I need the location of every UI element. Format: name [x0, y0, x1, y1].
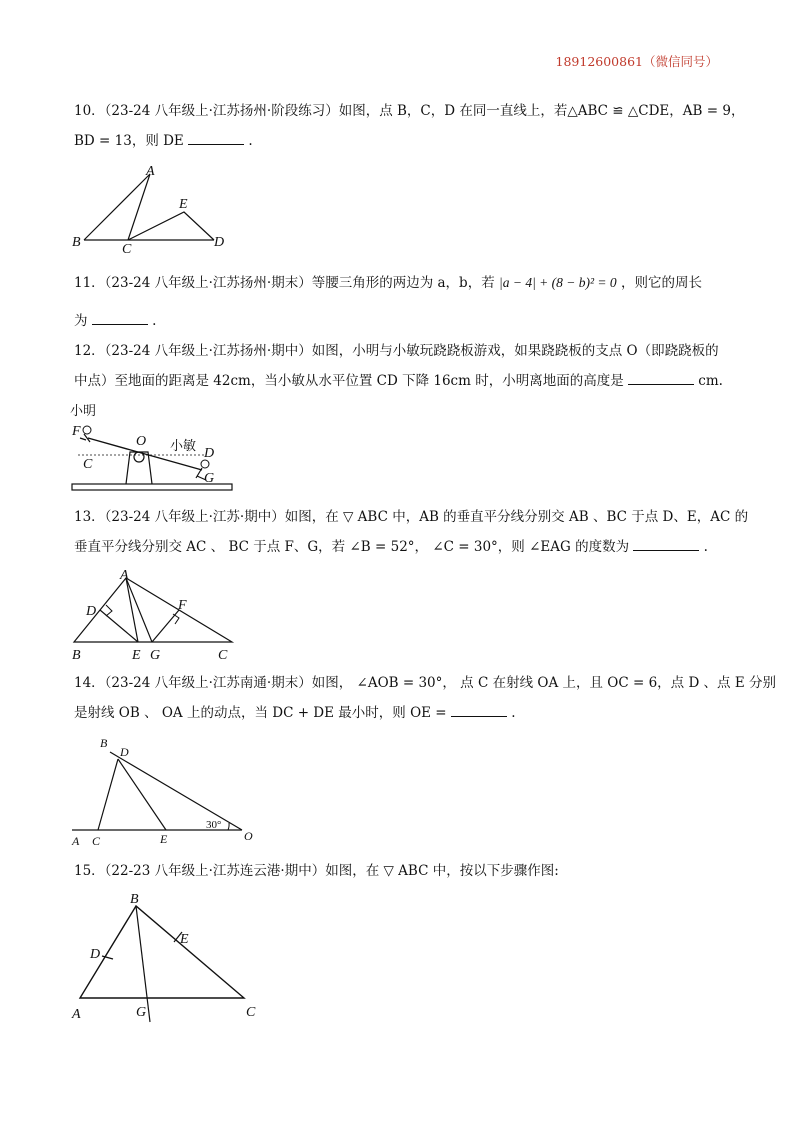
- q15-label-e: E: [180, 932, 189, 947]
- q15-label-c: C: [246, 1005, 256, 1020]
- question-10: [74, 96, 745, 156]
- q11-line2: [74, 306, 724, 336]
- question-13: [74, 502, 749, 562]
- q13-label-f: F: [178, 598, 187, 613]
- q15-label-b: B: [130, 892, 139, 907]
- q14-label-a: A: [72, 834, 80, 848]
- q13-label-c: C: [218, 648, 228, 663]
- q12-line2-text: 中点）至地面的距离是 42cm，当小敏从水平位置 CD 下降 16cm 时，小明离地面的高度是: [74, 373, 624, 389]
- q14-line2-end: .: [511, 705, 516, 721]
- q14-line1: 14．（23-24 八年级上·江苏南通·期末）如图， ∠AOB = 30°， 点 C 在射线 OA 上，且 OC = 6，点 D 、点 E 分别: [74, 675, 776, 691]
- question-15: [74, 856, 724, 886]
- q10-line2: [74, 126, 724, 156]
- q15-label-g: G: [136, 1005, 147, 1020]
- q11-answer-blank[interactable]: [92, 312, 148, 325]
- q14-label-c: C: [92, 834, 101, 848]
- q14-label-d: D: [120, 745, 129, 759]
- q12-line1: 12．（23-24 八年级上·江苏扬州·期中）如图，小明与小敏玩跷跷板游戏，如果跷跷板的支点 O（即跷跷板的: [74, 343, 719, 359]
- q13-label-b: B: [72, 648, 81, 663]
- q14-figure: [66, 732, 262, 850]
- q11-suffix: ，则它的周长: [620, 275, 702, 291]
- q13-label-g: G: [150, 648, 161, 663]
- q12-label-c: C: [83, 457, 93, 472]
- q14-line2: [74, 698, 724, 728]
- q13-label-a: A: [120, 568, 129, 583]
- q10-answer-blank[interactable]: [188, 132, 244, 145]
- q11-line1: [74, 268, 724, 298]
- q13-line2-end: .: [703, 539, 708, 555]
- q12-answer-blank[interactable]: [628, 372, 694, 385]
- q14-line2-text: 是射线 OB 、 OA 上的动点，当 DC + DE 最小时，则 OE =: [74, 705, 447, 721]
- q13-figure: [66, 566, 246, 664]
- q10-label-d: D: [214, 235, 225, 250]
- q13-label-e: E: [132, 648, 141, 663]
- q13-line2-text: 垂直平分线分别交 AC 、 BC 于点 F、G，若 ∠B = 52°， ∠C = 30°，则 ∠EAG 的度数为: [74, 539, 630, 555]
- q13-line2: [74, 532, 724, 562]
- q12-label-f: F: [72, 424, 81, 439]
- q14-label-angle: 30°: [206, 819, 222, 831]
- q12-label-d: D: [204, 446, 215, 461]
- q13-label-d: D: [86, 604, 97, 619]
- question-11: [74, 268, 724, 336]
- q12-label-o: O: [136, 434, 147, 449]
- q10-line1: 10．（23-24 八年级上·江苏扬州·阶段练习）如图，点 B，C，D 在同一直线上，若△ABC ≌ △CDE，AB = 9，: [74, 103, 745, 119]
- q10-label-b: B: [72, 235, 81, 250]
- q15-label-d: D: [90, 947, 101, 962]
- q12-figure: [66, 400, 238, 495]
- q12-line2: [74, 366, 724, 396]
- q13-line1: 13．（23-24 八年级上·江苏·期中）如图，在 ▽ ABC 中，AB 的垂直平分线分别交 AB 、BC 于点 D、E，AC 的: [74, 509, 749, 525]
- q10-label-a: A: [146, 164, 155, 179]
- q14-label-o: O: [244, 829, 253, 843]
- q11-formula: |a − 4| + (8 − b)² = 0: [499, 275, 617, 290]
- q12-label-g: G: [204, 471, 215, 486]
- q15-figure: [66, 886, 272, 1028]
- q10-label-c: C: [122, 242, 132, 254]
- q11-line2-prefix: 为: [74, 313, 88, 329]
- q10-figure: [66, 162, 236, 254]
- q11-line2-end: .: [152, 313, 157, 329]
- q10-line2-text: BD = 13，则 DE: [74, 133, 184, 149]
- q14-label-b: B: [100, 736, 108, 750]
- q12-label-xiaoming: 小明: [70, 404, 97, 419]
- q12-line2-end: cm.: [698, 373, 723, 389]
- contact-header: 18912600861（微信同号）: [555, 54, 718, 69]
- q15-label-a: A: [72, 1007, 81, 1022]
- q11-prefix: 11．（23-24 八年级上·江苏扬州·期末）等腰三角形的两边为 a，b，若: [74, 275, 495, 291]
- q10-label-e: E: [179, 197, 188, 212]
- q14-label-e: E: [160, 832, 168, 846]
- question-14: [74, 668, 776, 728]
- q15-line1: 15．（22-23 八年级上·江苏连云港·期中）如图，在 ▽ ABC 中，按以下步骤作图:: [74, 863, 559, 879]
- question-12: [74, 336, 724, 396]
- q10-line2-end: .: [248, 133, 253, 149]
- q14-answer-blank[interactable]: [451, 704, 507, 717]
- q13-answer-blank[interactable]: [633, 538, 699, 551]
- q12-label-xiaomin: 小敏: [170, 439, 197, 454]
